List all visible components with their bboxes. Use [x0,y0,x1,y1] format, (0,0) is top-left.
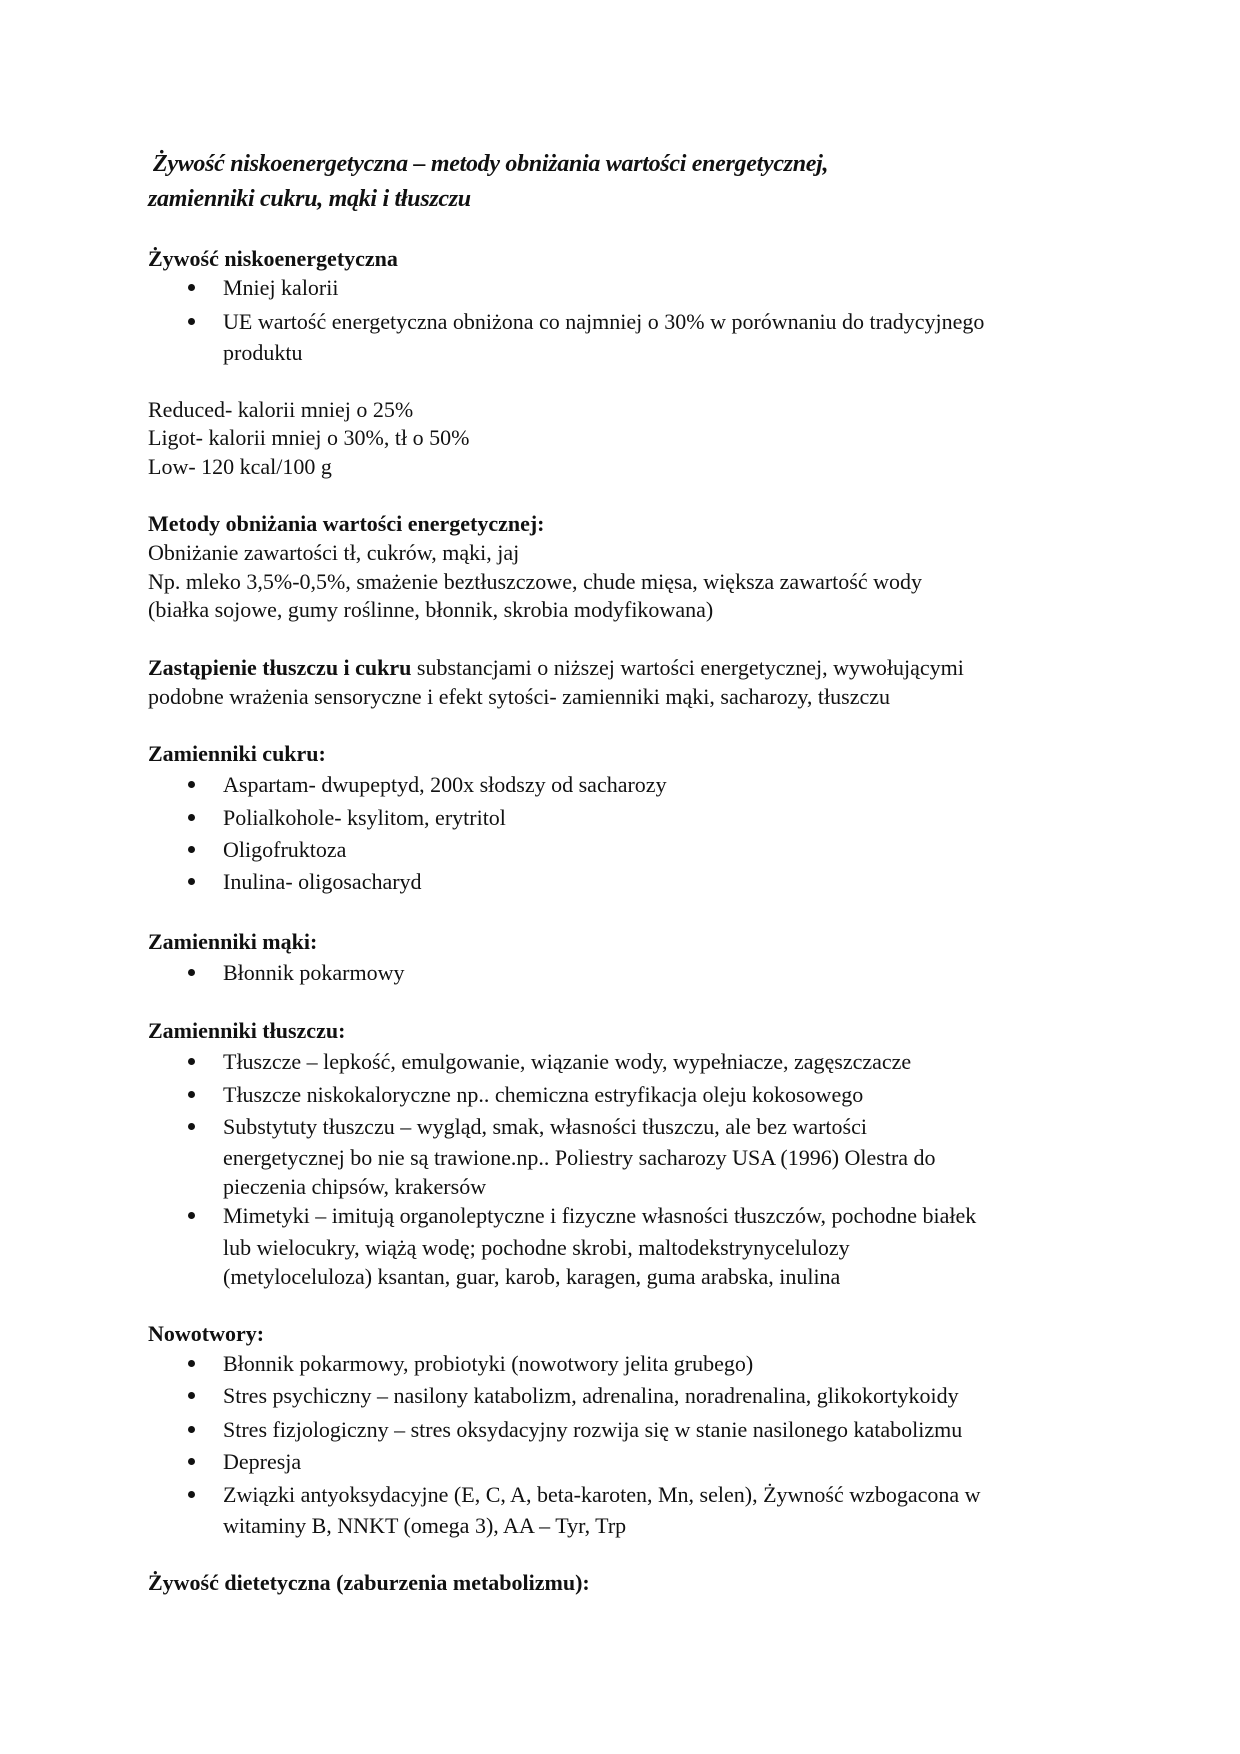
bullet-icon [188,878,195,885]
list-item: Depresja [223,1449,302,1474]
bullet-icon [188,284,195,291]
list-item-continued: produktu [223,340,303,365]
list-item: UE wartość energetyczna obniżona co najmniej o 30% w porównaniu do tradycyjnego [223,309,985,334]
paragraph-text: substancjami o niższej wartości energetycznej, wywołującymi [411,655,964,680]
bullet-icon [188,1123,195,1130]
bullet-icon [188,814,195,821]
bullet-icon [188,1360,195,1367]
bullet-icon [188,1392,195,1399]
bullet-icon [188,1426,195,1433]
bullet-icon [188,318,195,325]
list-item: Inulina- oligosacharyd [223,869,422,894]
paragraph-line: Reduced- kalorii mniej o 25% [148,397,414,422]
list-item: Aspartam- dwupeptyd, 200x słodszy od sacharozy [223,772,667,797]
document-title-line2: zamienniki cukru, mąki i tłuszczu [148,186,471,212]
list-item: Oligofruktoza [223,837,347,862]
paragraph-line: podobne wrażenia sensoryczne i efekt sytości- zamienniki mąki, sacharozy, tłuszczu [148,684,891,709]
list-item: Stres fizjologiczny – stres oksydacyjny rozwija się w stanie nasilonego katabolizmu [223,1417,963,1442]
bullet-icon [188,1491,195,1498]
list-item: Błonnik pokarmowy [223,960,405,985]
paragraph-line [148,655,964,681]
section-heading: Żywość niskoenergetyczna [148,246,398,271]
bullet-icon [188,781,195,788]
bullet-icon [188,1058,195,1065]
list-item-continued: pieczenia chipsów, krakersów [223,1174,487,1199]
bullet-icon [188,969,195,976]
section-heading: Żywość dietetyczna (zaburzenia metabolizmu): [148,1570,590,1595]
section-heading: Nowotwory: [148,1321,265,1346]
list-item: Związki antyoksydacyjne (E, C, A, beta-karoten, Mn, selen), Żywność wzbogacona w [223,1482,981,1507]
list-item: Polialkohole- ksylitom, erytritol [223,805,506,830]
list-item: Tłuszcze niskokaloryczne np.. chemiczna estryfikacja oleju kokosowego [223,1082,864,1107]
list-item: Błonnik pokarmowy, probiotyki (nowotwory jelita grubego) [223,1351,754,1376]
section-heading: Metody obniżania wartości energetycznej: [148,511,545,536]
paragraph-line: Obniżanie zawartości tł, cukrów, mąki, jaj [148,540,520,565]
list-item-continued: (metyloceluloza) ksantan, guar, karob, karagen, guma arabska, inulina [223,1264,841,1289]
document-title: Żywość niskoenergetyczna – metody obniżania wartości energetycznej, [153,151,829,177]
paragraph-line: Ligot- kalorii mniej o 30%, tł o 50% [148,425,470,450]
list-item: Substytuty tłuszczu – wygląd, smak, własności tłuszczu, ale bez wartości [223,1114,867,1139]
list-item-continued: lub wielocukry, wiążą wodę; pochodne skrobi, maltodekstrynycelulozy [223,1235,850,1260]
paragraph-line: Np. mleko 3,5%-0,5%, smażenie beztłuszczowe, chude mięsa, większa zawartość wody [148,569,922,594]
list-item: Mimetyki – imitują organoleptyczne i fizyczne własności tłuszczów, pochodne białek [223,1203,977,1228]
list-item: Stres psychiczny – nasilony katabolizm, adrenalina, noradrenalina, glikokortykoidy [223,1383,959,1408]
section-heading: Zamienniki tłuszczu: [148,1018,346,1043]
bold-phrase: Zastąpienie tłuszczu i cukru [148,655,412,680]
list-item-continued: energetycznej bo nie są trawione.np.. Poliestry sacharozy USA (1996) Olestra do [223,1145,936,1170]
section-heading: Zamienniki cukru: [148,741,326,766]
list-item: Tłuszcze – lepkość, emulgowanie, wiązanie wody, wypełniacze, zagęszczacze [223,1049,912,1074]
paragraph-line: (białka sojowe, gumy roślinne, błonnik, skrobia modyfikowana) [148,597,714,622]
list-item: Mniej kalorii [223,275,339,300]
bullet-icon [188,1458,195,1465]
bullet-icon [188,1091,195,1098]
bullet-icon [188,1212,195,1219]
section-heading: Zamienniki mąki: [148,929,318,954]
bullet-icon [188,846,195,853]
list-item-continued: witaminy B, NNKT (omega 3), AA – Tyr, Trp [223,1513,627,1538]
paragraph-line: Low- 120 kcal/100 g [148,454,332,479]
